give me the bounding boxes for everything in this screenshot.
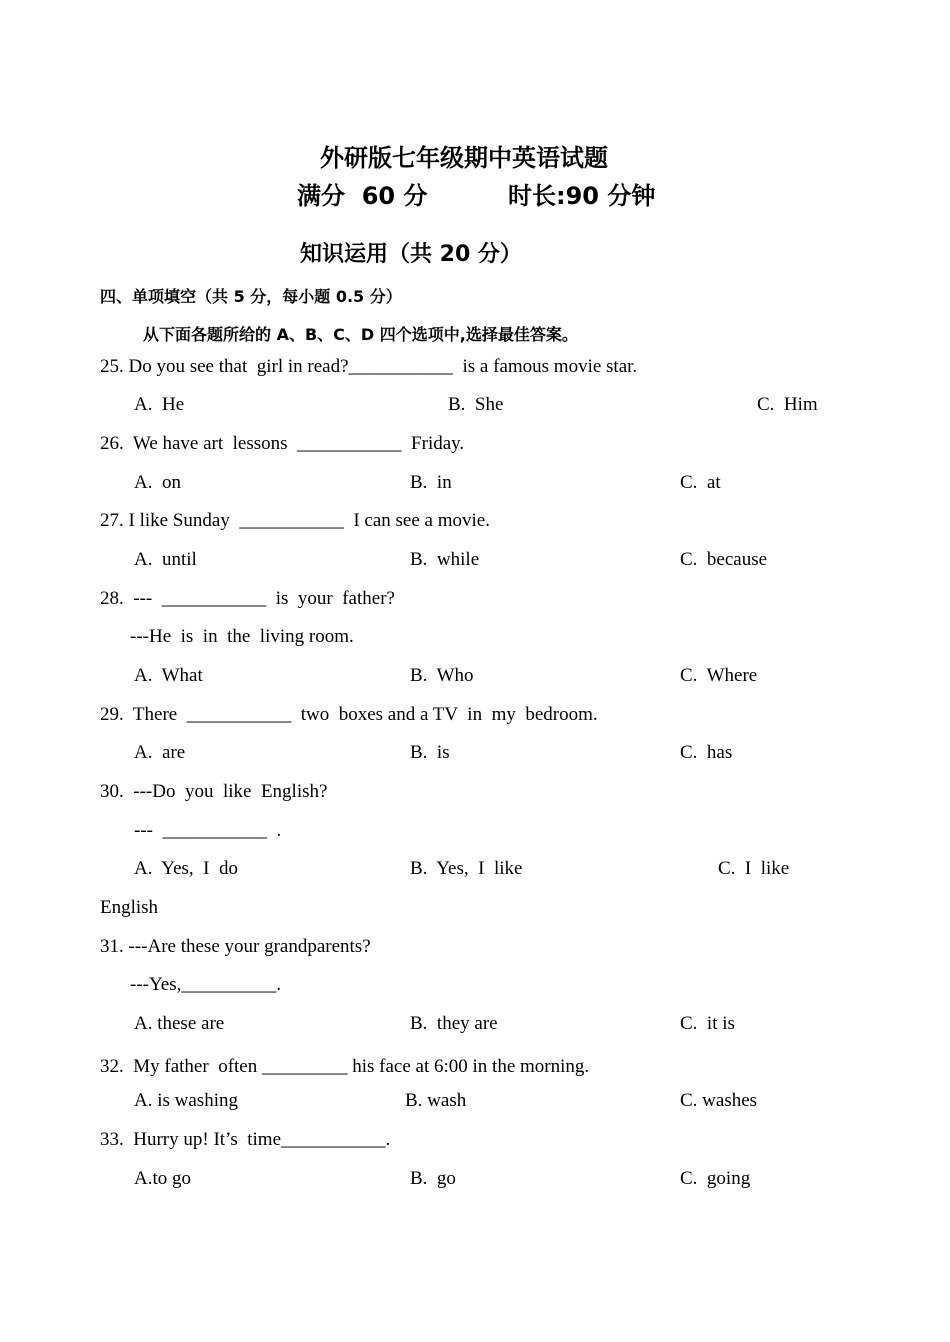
question-stem: 26. We have art lessons ___________ Friday. [100,433,465,454]
option-c: C. going [680,1168,751,1189]
option-a: A. Yes, I do [134,858,238,879]
answer-line: ---Yes,__________. [130,974,282,995]
question-stem: 28. --- ___________ is your father? [100,588,395,609]
option-c: C. Where [680,665,758,686]
option-b: B. in [410,472,452,493]
option-c: C. it is [680,1013,735,1034]
question-stem: 31. ---Are these your grandparents? [100,936,371,957]
option-c-wrap: English [100,897,159,918]
option-a: A. on [134,472,181,493]
full-score: 满分 60 分 [297,182,428,210]
option-a: A. are [134,742,186,763]
question-stem: 27. I like Sunday ___________ I can see a movie. [100,510,490,531]
part-instruction: 从下面各题所给的 A、B、C、D 四个选项中,选择最佳答案。 [143,325,578,344]
option-a: A. until [134,549,197,570]
question-stem: 30. ---Do you like English? [100,781,328,802]
question-stem: 25. Do you see that girl in read?___________ is a famous movie star. [100,356,638,377]
option-b: B. Who [410,665,474,686]
section-heading: 知识运用（共 20 分） [300,242,522,267]
option-a: A.to go [134,1168,191,1189]
question-stem: 33. Hurry up! It’s time___________. [100,1129,391,1150]
option-b: B. go [410,1168,456,1189]
option-c: C. Him [757,394,818,415]
answer-line: --- ___________ . [134,820,282,841]
option-a: A. is washing [134,1090,238,1111]
option-a: A. What [134,665,203,686]
option-b: B. Yes, I like [410,858,523,879]
answer-line: ---He is in the living room. [130,626,354,647]
exam-title: 外研版七年级期中英语试题 [320,144,608,172]
option-c: C. has [680,742,733,763]
option-a: A. these are [134,1013,225,1034]
question-stem: 29. There ___________ two boxes and a TV in my bedroom. [100,704,598,725]
option-c: C. at [680,472,721,493]
option-c: C. I like [718,858,790,879]
option-b: B. She [448,394,504,415]
option-b: B. wash [405,1090,467,1111]
option-a: A. He [134,394,185,415]
question-stem: 32. My father often _________ his face at 6:00 in the morning. [100,1056,590,1077]
option-b: B. is [410,742,450,763]
part-heading: 四、单项填空（共 5 分，每小题 0.5 分） [100,287,402,306]
option-b: B. while [410,549,480,570]
option-b: B. they are [410,1013,498,1034]
duration: 时长:90 分钟 [508,182,656,210]
option-c: C. because [680,549,768,570]
option-c: C. washes [680,1090,758,1111]
